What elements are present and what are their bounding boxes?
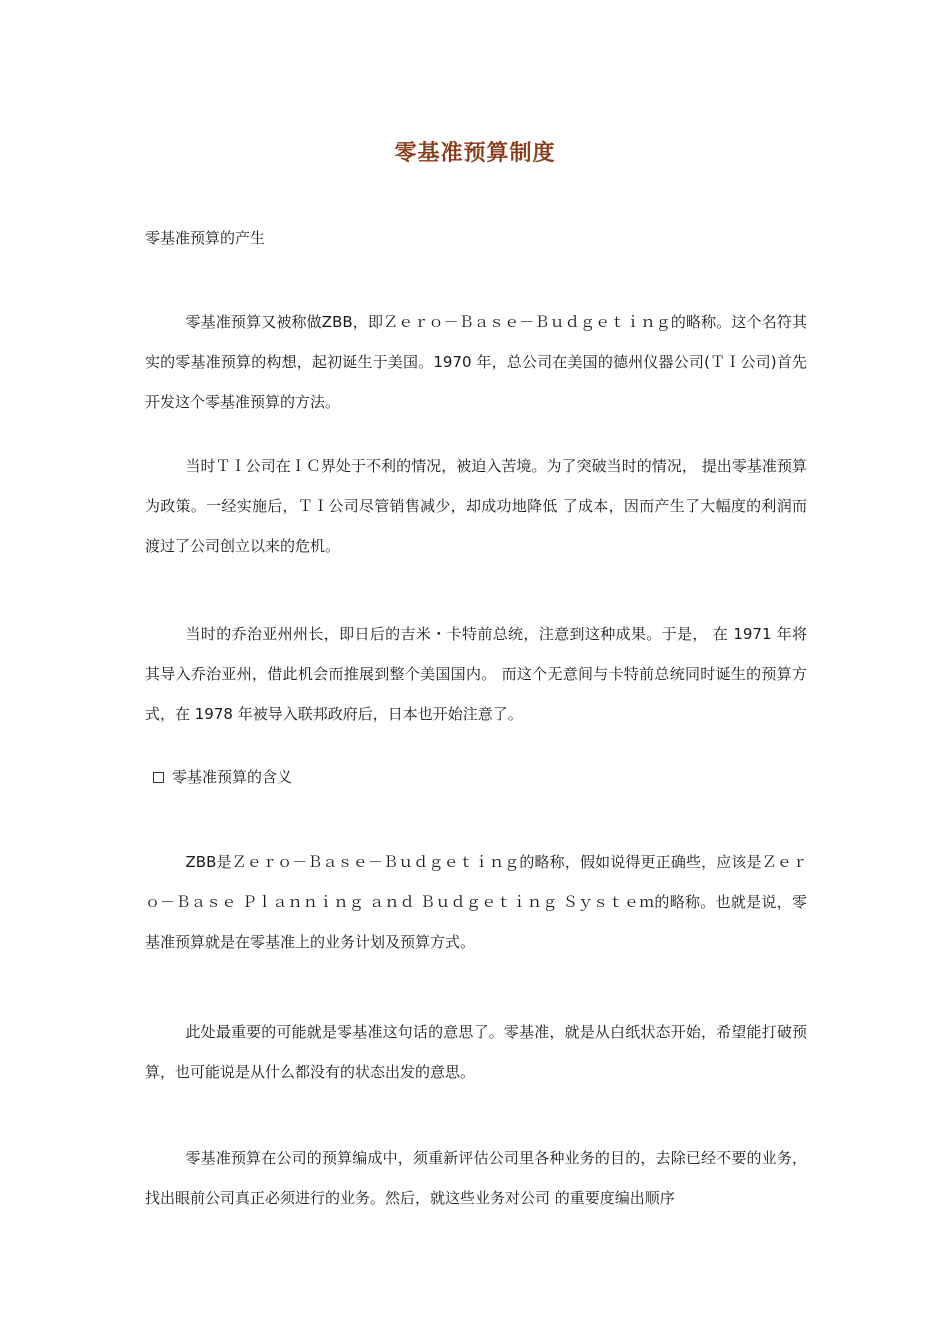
paragraph-3: 当时的乔治亚州州长，即日后的吉米・卡特前总统，注意到这种成果。于是， 在 1971 年将其导入乔治亚州，借此机会而推展到整个美国国内。 而这个无意间与卡特前总统同时诞生的预算方式，在 1978 年被导入联邦政府后，日本也开始注意了。 (145, 625, 807, 723)
paragraph-4: ZBB是Ｚｅｒｏ－Ｂａｓｅ－Ｂｕｄｇｅｔｉｎｇ的略称，假如说得更正确些，应该是Ｚｅｒｏ－Ｂａｓｅ Ｐｌａｎｎｉｎｇ ａｎｄ Ｂｕｄｇｅｔｉｎｇ Ｓｙｓｔｅｍ的略称。也就是说，零基准预算就是在零基准上的业务计划及预算方式。 (145, 853, 807, 951)
checkbox-icon (153, 772, 164, 783)
section-heading-origin: 零基准预算的产生 (145, 229, 266, 247)
paragraph-5: 此处最重要的可能就是零基准这句话的意思了。零基准，就是从白纸状态开始，希望能打破预算，也可能说是从什么都没有的状态出发的意思。 (145, 1023, 807, 1081)
document-title: 零基准预算制度 (394, 140, 556, 166)
paragraph-2: 当时ＴＩ公司在ＩＣ界处于不利的情况，被迫入苦境。为了突破当时的情况， 提出零基准预算为政策。一经实施后，ＴＩ公司尽管销售减少，却成功地降低 了成本，因而产生了大幅度的利润而渡过了公司创立以来的危机。 (145, 457, 807, 555)
paragraph-1: 零基准预算又被称做ZBB，即Ｚｅｒｏ－Ｂａｓｅ－Ｂｕｄｇｅｔｉｎｇ的略称。这个名符其实的零基准预算的构想，起初诞生于美国。1970 年，总公司在美国的德州仪器公司(ＴＩ公司)首先开发这个零基准预算的方法。 (145, 313, 807, 411)
paragraph-6: 零基准预算在公司的预算编成中，须重新评估公司里各种业务的目的，去除已经不要的业务，找出眼前公司真正必须进行的业务。然后，就这些业务对公司 的重要度编出顺序 (145, 1149, 807, 1207)
section-heading-meaning (153, 767, 292, 787)
section-heading-meaning-label: 零基准预算的含义 (172, 768, 293, 786)
